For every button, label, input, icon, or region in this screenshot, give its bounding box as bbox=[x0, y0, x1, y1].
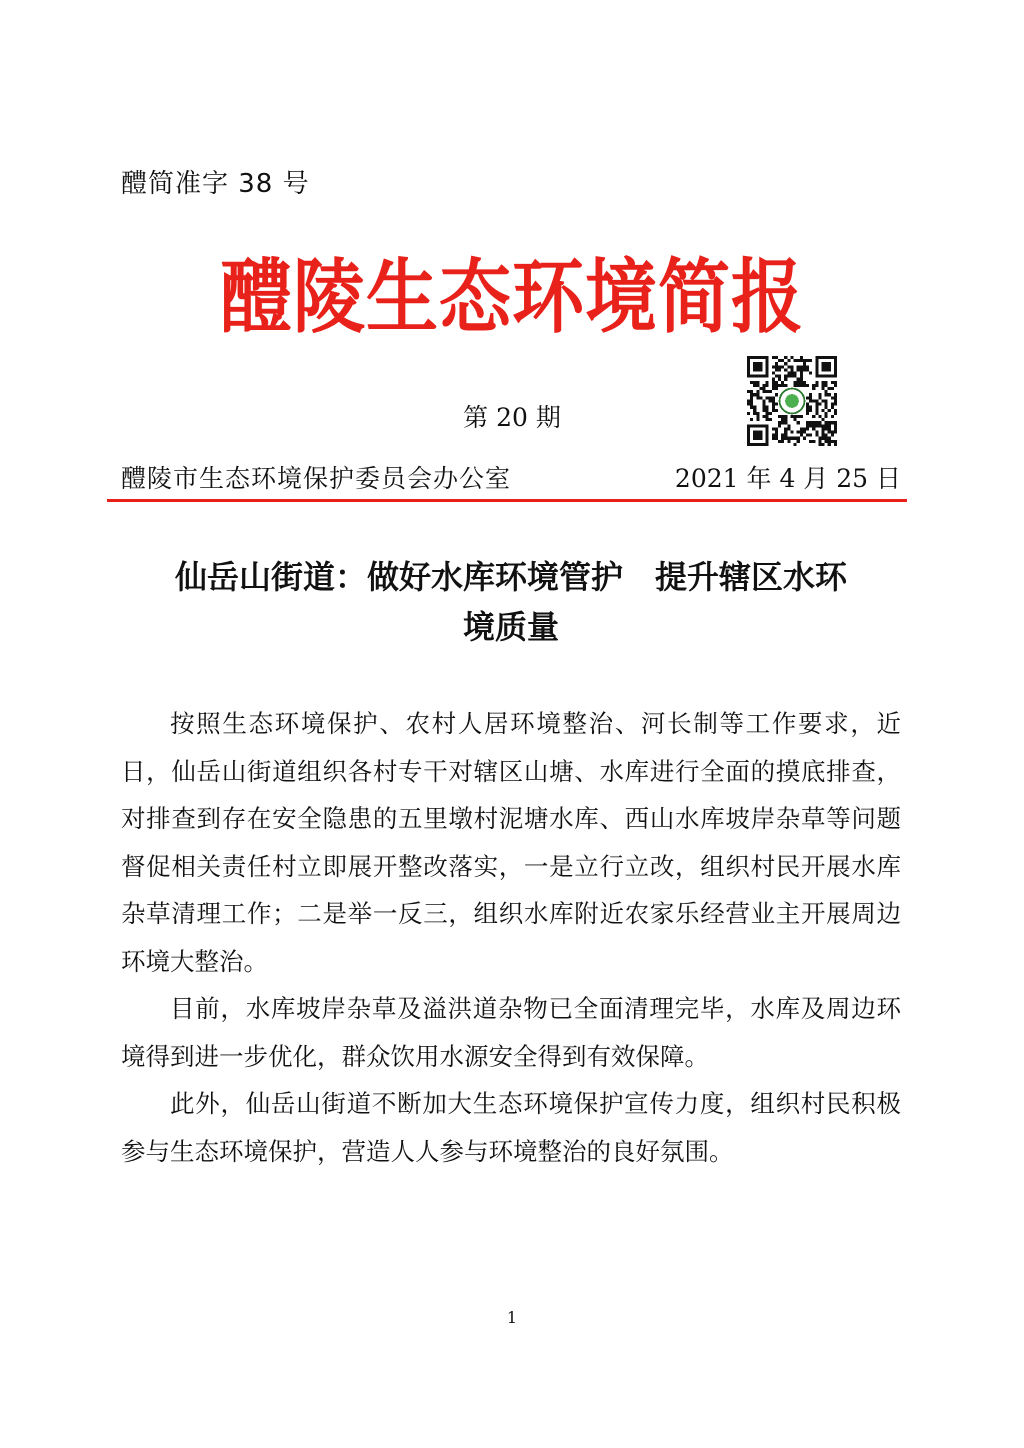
article-headline bbox=[121, 552, 901, 652]
permit-number: 醴简准字 38 号 bbox=[121, 169, 310, 199]
qr-code-icon bbox=[747, 356, 837, 446]
publisher: 醴陵市生态环境保护委员会办公室 bbox=[121, 464, 512, 493]
publish-date: 2021 年 4 月 25 日 bbox=[674, 464, 901, 493]
headline-line-1: 仙岳山街道：做好水库环境管护 提升辖区水环 bbox=[174, 558, 847, 596]
paragraph-3: 此外，仙岳山街道不断加大生态环境保护宣传力度，组织村民积极参与生态环境保护，营造人人参与环境整治的良好氛围。 bbox=[121, 1089, 901, 1166]
masthead-title: 醴陵生态环境简报 bbox=[219, 249, 804, 344]
page-number: 1 bbox=[506, 1308, 518, 1327]
red-divider bbox=[107, 499, 907, 502]
paragraph-1: 按照生态环境保护、农村人居环境整治、河长制等工作要求，近日，仙岳山街道组织各村专干对辖区山塘、水库进行全面的摸底排查，对排查到存在安全隐患的五里墩村泥塘水库、西山水库坡岸杂草等问题督促相关责任村立即展开整改落实，一是立行立改，组织村民开展水库杂草清理工作；二是举一反三，组织水库附近农家乐经营业主开展周边环境大整治。 bbox=[121, 709, 901, 976]
paragraph-2: 目前，水库坡岸杂草及溢洪道杂物已全面清理完毕，水库及周边环境得到进一步优化，群众饮用水源安全得到有效保障。 bbox=[121, 994, 901, 1071]
issue-number: 第 20 期 bbox=[463, 403, 561, 432]
headline-line-2: 境质量 bbox=[462, 608, 559, 646]
publisher-row bbox=[121, 459, 901, 495]
article-body bbox=[121, 700, 901, 1175]
